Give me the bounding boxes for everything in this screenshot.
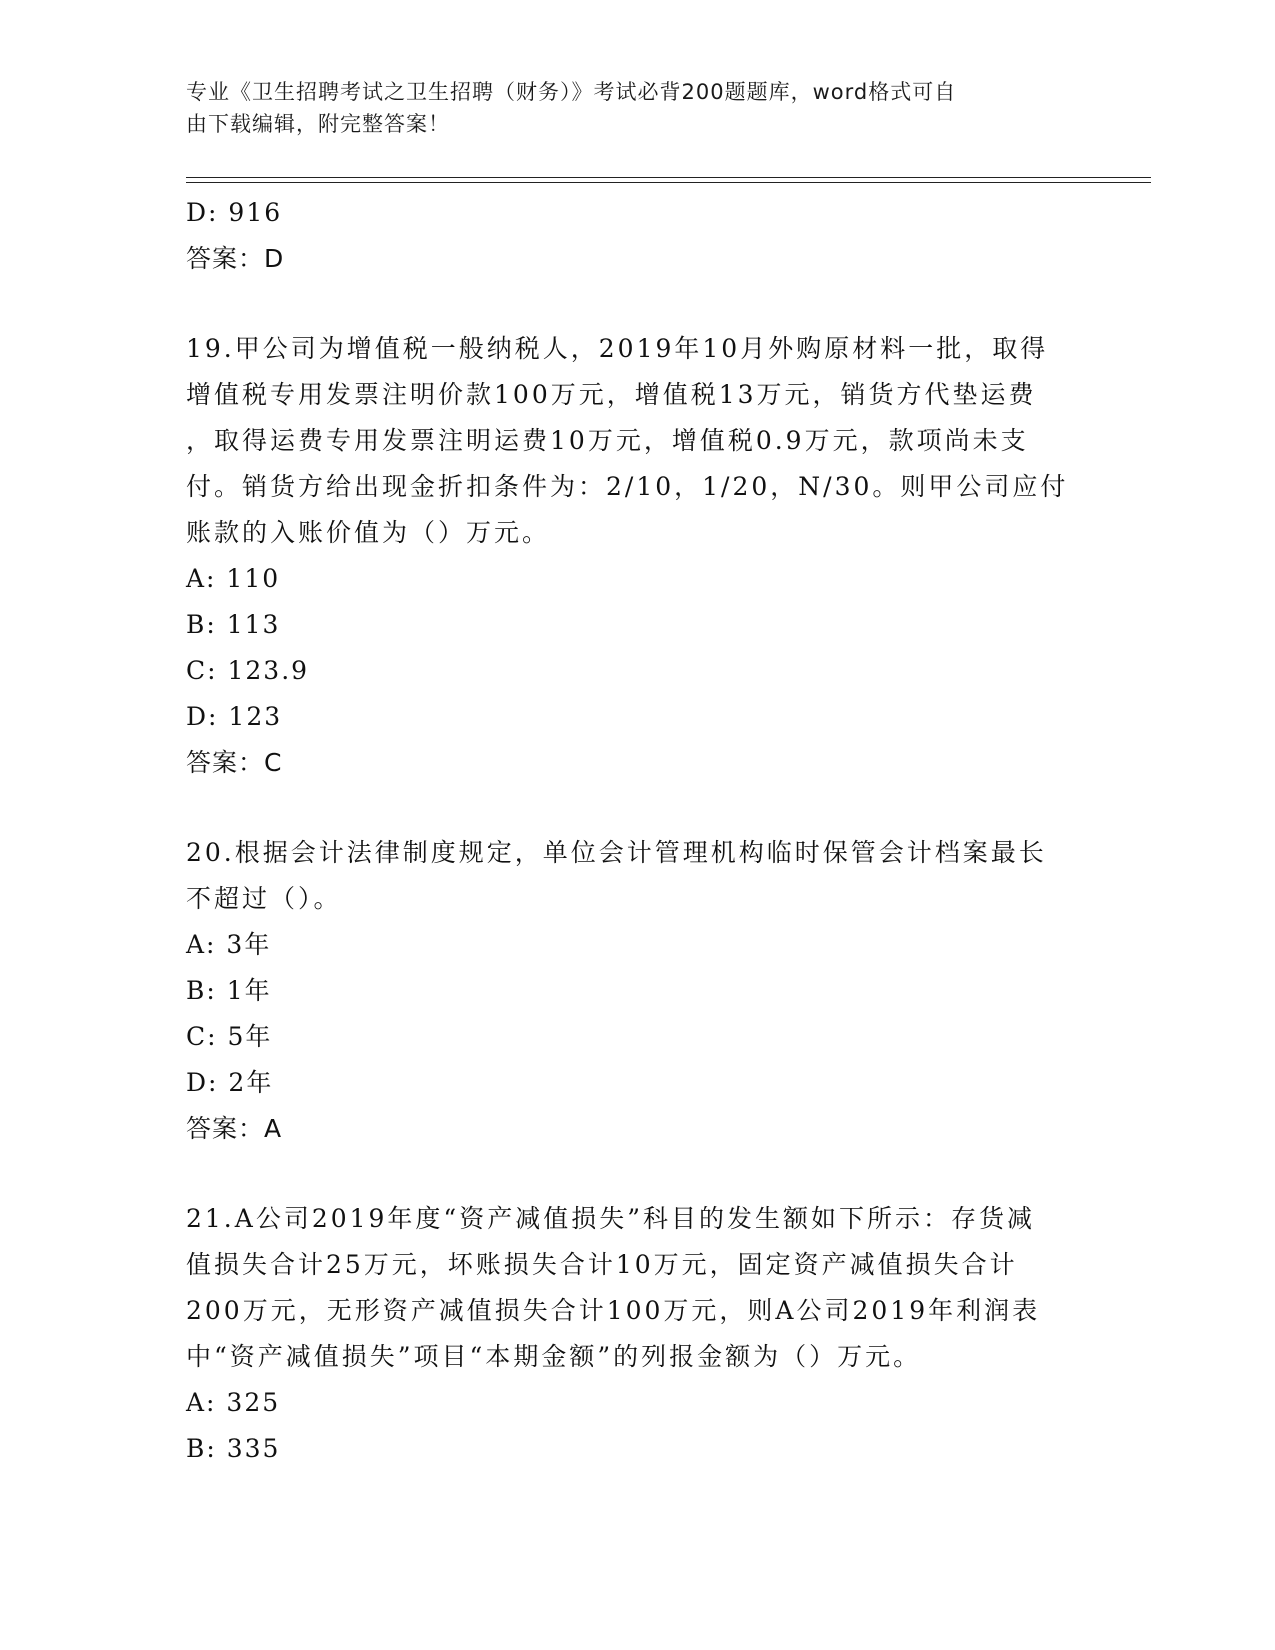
stem-line: 付。销货方给出现金折扣条件为：2/10，1/20，N/30。则甲公司应付 <box>186 472 1069 501</box>
stem-line: 账款的入账价值为（）万元。 <box>186 518 551 547</box>
option-b: B: 1年 <box>186 976 272 1005</box>
previous-question-tail <box>186 190 1086 282</box>
stem-line: 增值税专用发票注明价款100万元，增值税13万元，销货方代垫运费 <box>186 380 1037 409</box>
stem-line: 20.根据会计法律制度规定，单位会计管理机构临时保管会计档案最长 <box>186 838 1047 867</box>
document-header <box>186 76 1066 140</box>
stem-line: ，取得运费专用发票注明运费10万元，增值税0.9万元，款项尚未支 <box>186 426 1029 455</box>
answer-label: 答案：C <box>186 748 283 777</box>
stem-line: 200万元，无形资产减值损失合计100万元，则A公司2019年利润表 <box>186 1296 1041 1325</box>
option-d: D: 916 <box>186 198 283 227</box>
stem-line: 21.A公司2019年度“资产减值损失”科目的发生额如下所示：存货减 <box>186 1204 1035 1233</box>
document-body <box>186 190 1086 1472</box>
stem-line: 19.甲公司为增值税一般纳税人，2019年10月外购原材料一批，取得 <box>186 334 1049 363</box>
header-line-1: 专业《卫生招聘考试之卫生招聘（财务）》考试必背200题题库，word格式可自 <box>186 80 957 104</box>
option-a: A: 3年 <box>186 930 272 959</box>
option-d: D: 123 <box>186 702 283 731</box>
header-divider-bottom <box>186 182 1151 183</box>
option-d: D: 2年 <box>186 1068 274 1097</box>
option-b: B: 335 <box>186 1434 281 1463</box>
header-line-2: 由下载编辑，附完整答案！ <box>186 112 450 136</box>
header-divider-top <box>186 177 1151 178</box>
stem-line: 不超过（）。 <box>186 884 342 913</box>
answer-label: 答案：A <box>186 1114 283 1143</box>
option-c: C: 123.9 <box>186 656 310 685</box>
question-stem <box>186 1196 1086 1380</box>
question-stem <box>186 326 1086 556</box>
option-b: B: 113 <box>186 610 281 639</box>
question-21 <box>186 1196 1086 1472</box>
option-a: A: 325 <box>186 1388 281 1417</box>
stem-line: 中“资产减值损失”项目“本期金额”的列报金额为（）万元。 <box>186 1342 922 1371</box>
answer-label: 答案：D <box>186 244 285 273</box>
question-19 <box>186 326 1086 786</box>
question-stem <box>186 830 1086 922</box>
option-c: C: 5年 <box>186 1022 273 1051</box>
stem-line: 值损失合计25万元，坏账损失合计10万元，固定资产减值损失合计 <box>186 1250 1018 1279</box>
question-20 <box>186 830 1086 1152</box>
option-a: A: 110 <box>186 564 281 593</box>
